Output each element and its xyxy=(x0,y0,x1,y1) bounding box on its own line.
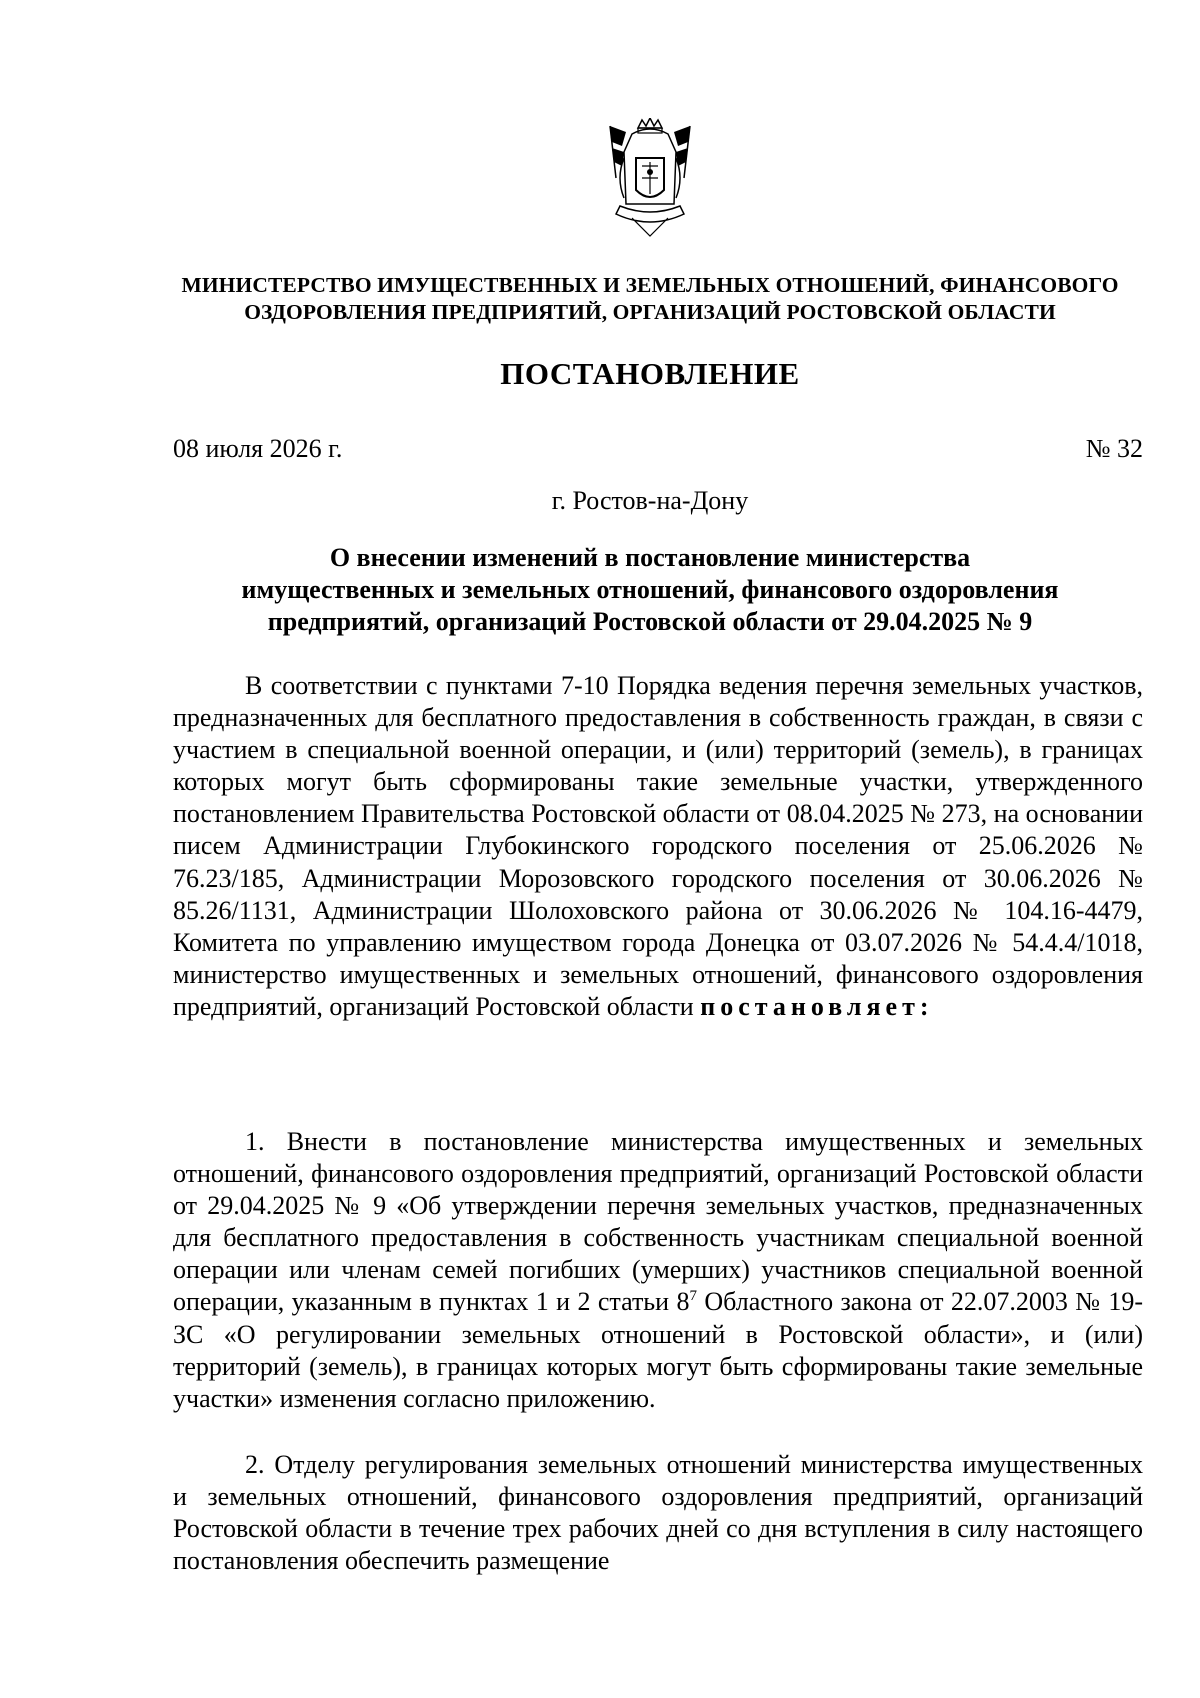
subject-line-1: О внесении изменений в постановление министерства xyxy=(329,543,971,572)
document-date: 08 июля 2026 г. xyxy=(173,434,343,463)
preamble-paragraph xyxy=(173,670,1143,1023)
item-1-superscript: 7 xyxy=(689,1288,697,1305)
ministry-line-1: МИНИСТЕРСТВО ИМУЩЕСТВЕННЫХ И ЗЕМЕЛЬНЫХ ОТНОШЕНИЙ, ФИНАНСОВОГО xyxy=(181,273,1119,297)
preamble-text: В соответствии с пунктами 7-10 Порядка ведения перечня земельных участков, предназначенных для бесплатного предоставления в собственность граждан, в связи с участием в специальной военной операции, и (или) территорий (земель), в границах которых могут быть сформированы такие земельные участки, утвержденного постановлением Правительства Ростовской области от 08.04.2025 № 273, на основании писем Администрации Глубокинского городского поселения от 25.06.2026 № 76.23/185, Администрации Морозовского городского поселения от 30.06.2026 № 85.26/1131, Администрации Шолоховского района от 30.06.2026 № 104.16-4479, Комитета по управлению имуществом города Донецка от 03.07.2026 № 54.4.4/1018, министерство имущественных и земельных отношений, финансового оздоровления предприятий, организаций Ростовской области xyxy=(173,671,1143,1021)
item-1-text-end: Областного закона от 22.07.2003 № 19-ЗС «О регулировании земельных отношений в Ростовской области», и (или) территорий (земель), в границах которых могут быть сформированы такие земельные участки» изменения согласно приложению. xyxy=(173,1287,1144,1413)
item-1-paragraph xyxy=(173,1126,1143,1415)
document-type: ПОСТАНОВЛЕНИЕ xyxy=(500,356,800,391)
document-number: № 32 xyxy=(1085,434,1143,463)
document-subject xyxy=(190,542,1110,638)
ministry-name xyxy=(170,272,1130,326)
item-2-paragraph: 2. Отделу регулирования земельных отношений министерства имущественных и земельных отношений, финансового оздоровления предприятий, организаций Ростовской области в течение трех рабочих дней со дня вступления в силу настоящего постановления обеспечить размещение xyxy=(173,1450,1143,1576)
item-1-text-start: 1. Внести в постановление министерства имущественных и земельных отношений, финансового оздоровления предприятий, организаций Ростовской области от 29.04.2025 № 9 «Об утверждении перечня земельных участков, предназначенных для бесплатного предоставления в собственность участникам специальной военной операции или членам семей погибших (умерших) участников специальной военной операции, указанным в пунктах 1 и 2 статьи 8 xyxy=(173,1127,1143,1317)
subject-line-2: имущественных и земельных отношений, финансового оздоровления xyxy=(241,575,1059,604)
resolves-word: постановляет: xyxy=(700,991,934,1021)
ministry-line-2: ОЗДОРОВЛЕНИЯ ПРЕДПРИЯТИЙ, ОРГАНИЗАЦИЙ РОСТОВСКОЙ ОБЛАСТИ xyxy=(244,300,1056,324)
subject-line-3: предприятий, организаций Ростовской области от 29.04.2025 № 9 xyxy=(267,607,1033,636)
document-city: г. Ростов-на-Дону xyxy=(551,486,749,515)
coat-of-arms-icon xyxy=(602,118,698,238)
